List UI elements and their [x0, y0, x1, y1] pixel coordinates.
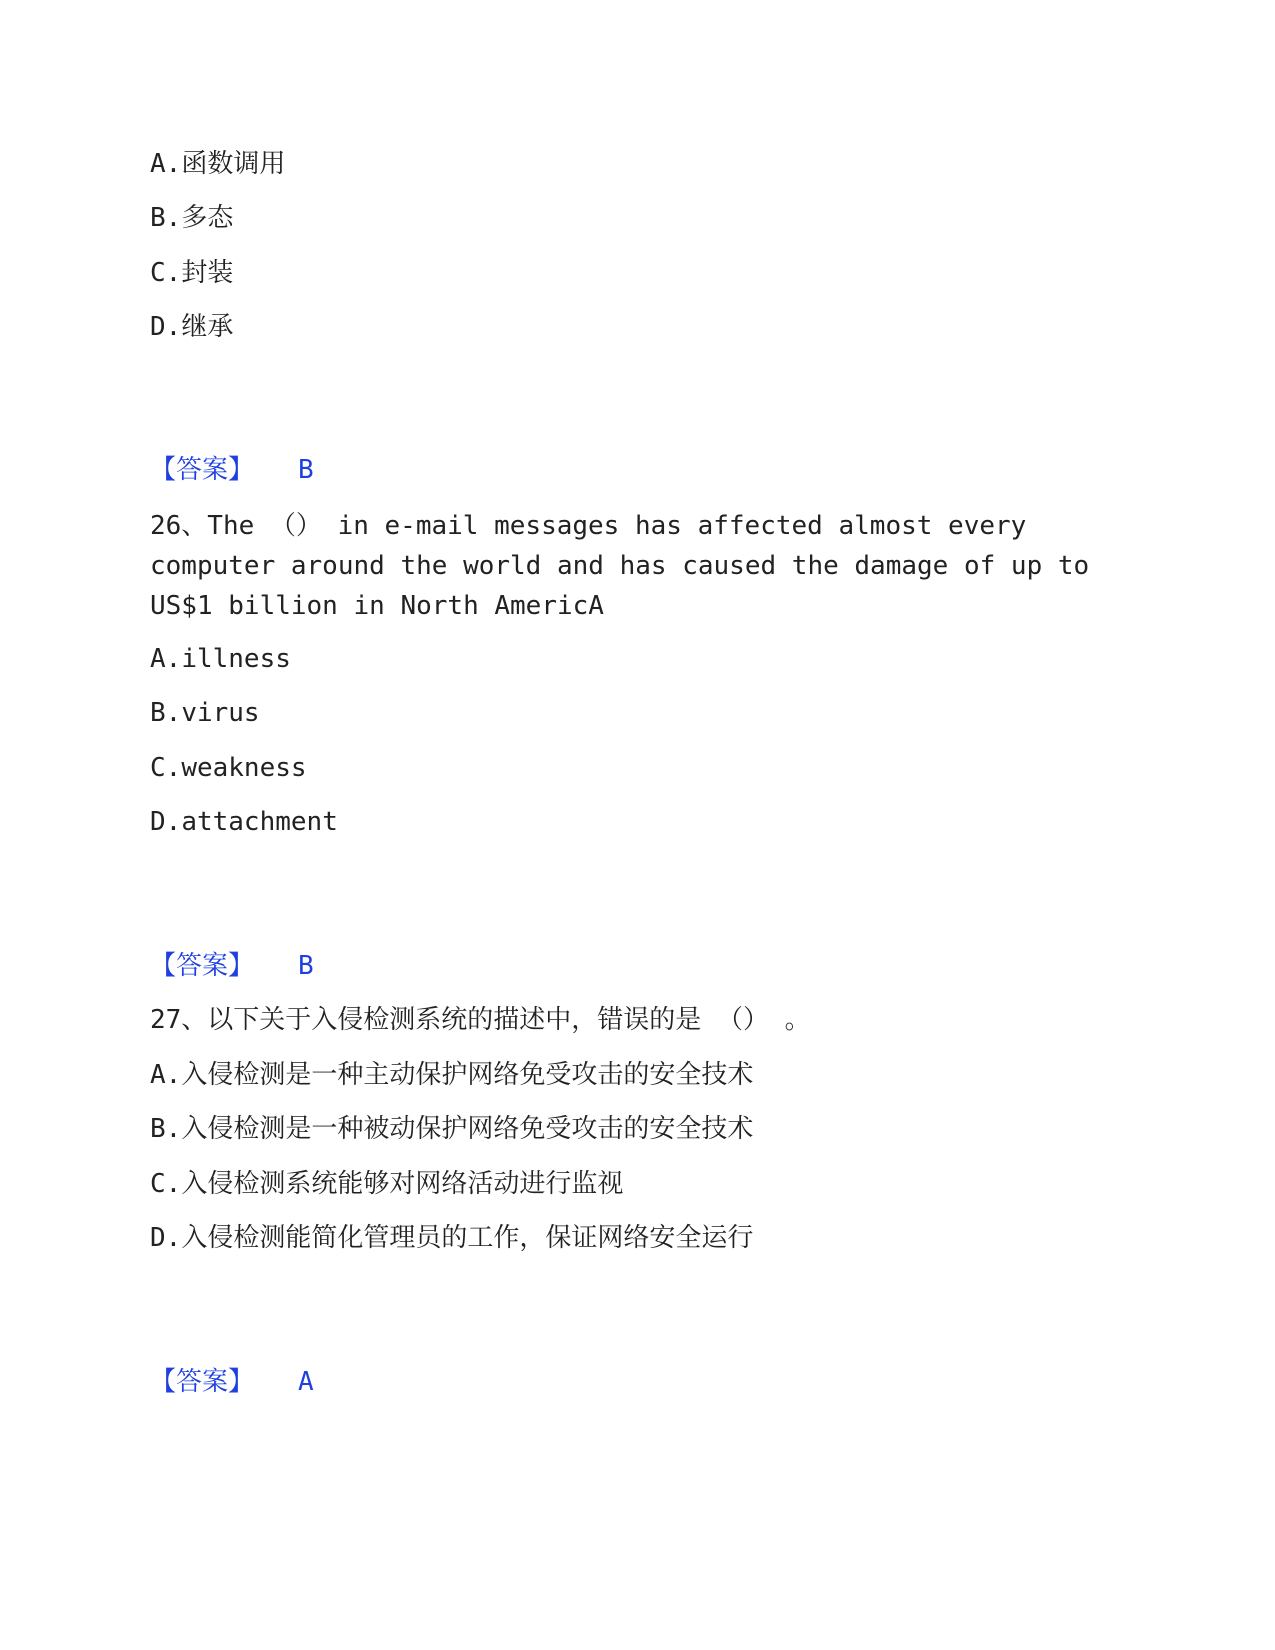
option-b	[150, 693, 260, 733]
option-c	[150, 1164, 623, 1204]
option-letter: C.	[150, 258, 182, 288]
option-text: 入侵检测系统能够对网络活动进行监视	[181, 1169, 624, 1199]
option-text: virus	[181, 698, 260, 728]
option-letter: B.	[150, 698, 182, 728]
question-27-text: 27、以下关于入侵检测系统的描述中，错误的是 （） 。	[150, 1005, 811, 1035]
option-a	[150, 639, 291, 679]
answer-label: 【答案】	[150, 951, 255, 981]
option-c	[150, 748, 307, 788]
option-letter: D.	[150, 1223, 182, 1253]
answer-line	[150, 1362, 314, 1402]
option-letter: C.	[150, 753, 182, 783]
option-letter: B.	[150, 1114, 182, 1144]
option-text: 多态	[181, 203, 234, 233]
option-b	[150, 1109, 753, 1149]
option-letter: A.	[150, 149, 182, 179]
option-c	[150, 253, 233, 293]
option-letter: B.	[150, 203, 182, 233]
answer-value: A	[298, 1367, 314, 1397]
option-text: 入侵检测能简化管理员的工作，保证网络安全运行	[181, 1223, 754, 1253]
option-a	[150, 144, 285, 184]
question-26-text: 26、The （） in e-mail messages has affected almost every computer around the world and has caused the damage of up to US$1 billion in North AmericA	[150, 511, 1090, 621]
option-text: 函数调用	[181, 149, 286, 179]
answer-value: B	[298, 455, 314, 485]
answer-value: B	[298, 951, 314, 981]
option-letter: C.	[150, 1169, 182, 1199]
option-text: 封装	[181, 258, 234, 288]
option-letter: A.	[150, 1060, 182, 1090]
option-text: illness	[181, 644, 291, 674]
answer-line	[150, 450, 314, 490]
option-d	[150, 307, 233, 347]
option-a	[150, 1055, 753, 1095]
answer-label: 【答案】	[150, 455, 255, 485]
option-letter: A.	[150, 644, 182, 674]
option-text: weakness	[181, 753, 307, 783]
option-d	[150, 802, 338, 842]
option-b	[150, 198, 233, 238]
option-text: 入侵检测是一种被动保护网络免受攻击的安全技术	[181, 1114, 754, 1144]
option-text: attachment	[181, 807, 338, 837]
answer-line	[150, 946, 314, 986]
option-text: 入侵检测是一种主动保护网络免受攻击的安全技术	[181, 1060, 754, 1090]
answer-label: 【答案】	[150, 1367, 255, 1397]
option-d	[150, 1218, 753, 1258]
option-letter: D.	[150, 807, 182, 837]
option-letter: D.	[150, 312, 182, 342]
option-text: 继承	[181, 312, 234, 342]
